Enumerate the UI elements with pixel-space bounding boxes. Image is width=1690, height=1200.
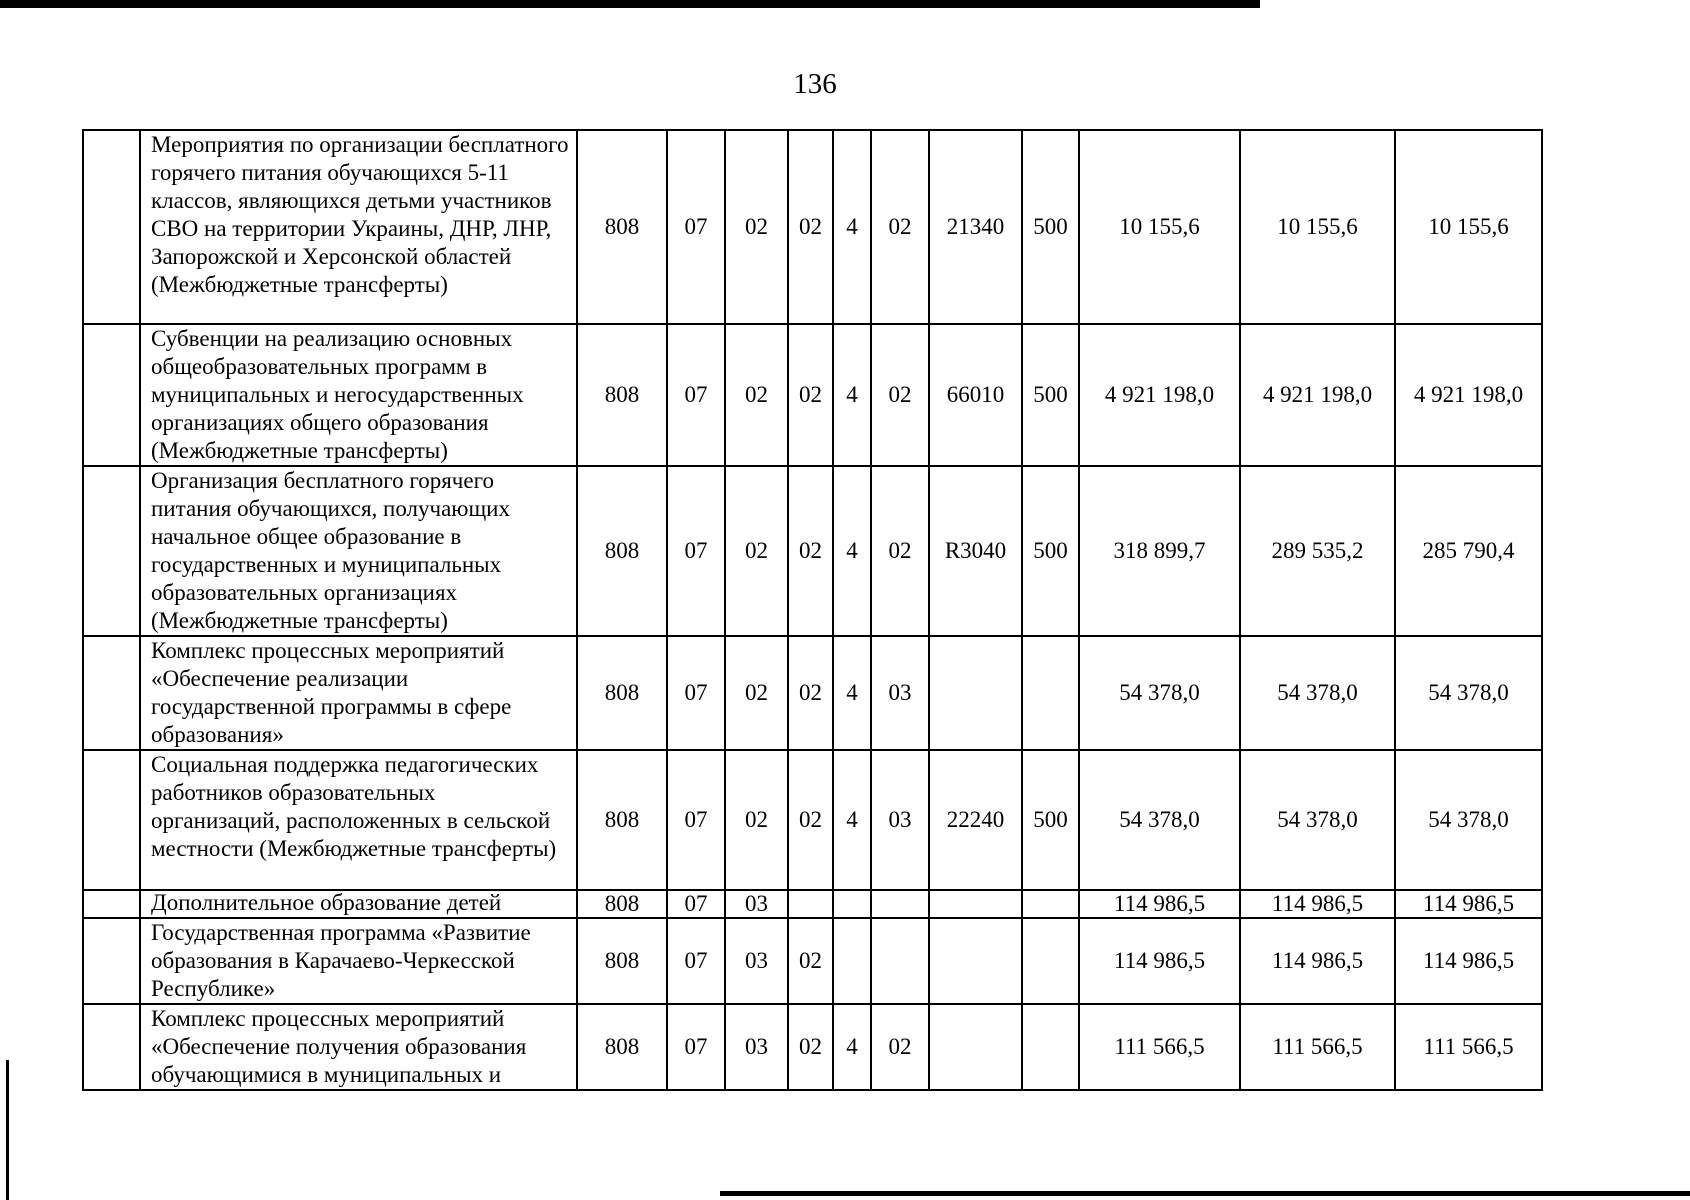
direction-code: R3040 bbox=[929, 466, 1022, 636]
amount-year-1: 114 986,5 bbox=[1079, 890, 1240, 918]
subprogram-code: 02 bbox=[871, 130, 929, 324]
type-code: 4 bbox=[833, 324, 871, 466]
row-number-cell bbox=[83, 918, 140, 1004]
expense-type-code: 500 bbox=[1022, 466, 1079, 636]
row-number-cell bbox=[83, 324, 140, 466]
direction-code bbox=[929, 636, 1022, 750]
grbs-code: 808 bbox=[577, 324, 667, 466]
item-name: Комплекс процессных мероприятий «Обеспечение получения образования обучающимися в муниципальных и bbox=[140, 1004, 577, 1090]
row-number-cell bbox=[83, 636, 140, 750]
type-code: 4 bbox=[833, 636, 871, 750]
subsection-code: 03 bbox=[725, 890, 788, 918]
program-code: 02 bbox=[788, 324, 833, 466]
section-code: 07 bbox=[667, 466, 725, 636]
amount-year-1: 114 986,5 bbox=[1079, 918, 1240, 1004]
type-code: 4 bbox=[833, 130, 871, 324]
subprogram-code: 03 bbox=[871, 750, 929, 890]
subsection-code: 02 bbox=[725, 750, 788, 890]
section-code: 07 bbox=[667, 130, 725, 324]
subsection-code: 03 bbox=[725, 918, 788, 1004]
program-code bbox=[788, 890, 833, 918]
amount-year-3: 111 566,5 bbox=[1395, 1004, 1542, 1090]
program-code: 02 bbox=[788, 1004, 833, 1090]
item-name: Дополнительное образование детей bbox=[140, 890, 577, 918]
subprogram-code bbox=[871, 918, 929, 1004]
section-code: 07 bbox=[667, 324, 725, 466]
item-name: Социальная поддержка педагогических работников образовательных организаций, расположенных в сельской местности (Межбюджетные трансферты) bbox=[140, 750, 577, 890]
direction-code: 22240 bbox=[929, 750, 1022, 890]
expense-type-code bbox=[1022, 1004, 1079, 1090]
scan-border-top bbox=[0, 0, 1260, 8]
type-code bbox=[833, 890, 871, 918]
table-row bbox=[83, 636, 1542, 750]
amount-year-2: 289 535,2 bbox=[1240, 466, 1395, 636]
grbs-code: 808 bbox=[577, 130, 667, 324]
subsection-code: 02 bbox=[725, 130, 788, 324]
amount-year-2: 114 986,5 bbox=[1240, 890, 1395, 918]
program-code: 02 bbox=[788, 750, 833, 890]
subprogram-code: 03 bbox=[871, 636, 929, 750]
item-name: Комплекс процессных мероприятий «Обеспечение реализации государственной программы в сфере образования» bbox=[140, 636, 577, 750]
amount-year-1: 4 921 198,0 bbox=[1079, 324, 1240, 466]
amount-year-1: 111 566,5 bbox=[1079, 1004, 1240, 1090]
scan-border-bottom bbox=[720, 1191, 1690, 1196]
amount-year-3: 285 790,4 bbox=[1395, 466, 1542, 636]
amount-year-3: 114 986,5 bbox=[1395, 918, 1542, 1004]
amount-year-2: 114 986,5 bbox=[1240, 918, 1395, 1004]
grbs-code: 808 bbox=[577, 466, 667, 636]
type-code: 4 bbox=[833, 750, 871, 890]
amount-year-1: 10 155,6 bbox=[1079, 130, 1240, 324]
table-row bbox=[83, 1004, 1542, 1090]
expense-type-code bbox=[1022, 636, 1079, 750]
table-row bbox=[83, 890, 1542, 918]
section-code: 07 bbox=[667, 750, 725, 890]
subsection-code: 02 bbox=[725, 636, 788, 750]
amount-year-3: 4 921 198,0 bbox=[1395, 324, 1542, 466]
budget-table bbox=[82, 129, 1543, 1091]
subprogram-code: 02 bbox=[871, 466, 929, 636]
expense-type-code bbox=[1022, 890, 1079, 918]
expense-type-code bbox=[1022, 918, 1079, 1004]
section-code: 07 bbox=[667, 890, 725, 918]
section-code: 07 bbox=[667, 1004, 725, 1090]
page-number: 136 bbox=[793, 68, 837, 100]
subprogram-code: 02 bbox=[871, 324, 929, 466]
item-name: Мероприятия по организации бесплатного горячего питания обучающихся 5-11 классов, являющихся детьми участников СВО на территории Украины, ДНР, ЛНР, Запорожской и Херсонской областей (Межбюджетные трансферты) bbox=[140, 130, 577, 324]
program-code: 02 bbox=[788, 466, 833, 636]
subprogram-code: 02 bbox=[871, 1004, 929, 1090]
row-number-cell bbox=[83, 750, 140, 890]
table-row bbox=[83, 750, 1542, 890]
subsection-code: 02 bbox=[725, 324, 788, 466]
amount-year-1: 54 378,0 bbox=[1079, 750, 1240, 890]
row-number-cell bbox=[83, 1004, 140, 1090]
subsection-code: 02 bbox=[725, 466, 788, 636]
grbs-code: 808 bbox=[577, 890, 667, 918]
item-name: Субвенции на реализацию основных общеобразовательных программ в муниципальных и негосударственных организациях общего образования (Межбюджетные трансферты) bbox=[140, 324, 577, 466]
row-number-cell bbox=[83, 466, 140, 636]
direction-code bbox=[929, 918, 1022, 1004]
table-row bbox=[83, 324, 1542, 466]
amount-year-3: 54 378,0 bbox=[1395, 636, 1542, 750]
row-number-cell bbox=[83, 130, 140, 324]
expense-type-code: 500 bbox=[1022, 324, 1079, 466]
table-row bbox=[83, 130, 1542, 324]
expense-type-code: 500 bbox=[1022, 130, 1079, 324]
program-code: 02 bbox=[788, 918, 833, 1004]
type-code: 4 bbox=[833, 466, 871, 636]
section-code: 07 bbox=[667, 636, 725, 750]
subsection-code: 03 bbox=[725, 1004, 788, 1090]
direction-code: 21340 bbox=[929, 130, 1022, 324]
amount-year-2: 4 921 198,0 bbox=[1240, 324, 1395, 466]
type-code: 4 bbox=[833, 1004, 871, 1090]
grbs-code: 808 bbox=[577, 918, 667, 1004]
table-row bbox=[83, 466, 1542, 636]
program-code: 02 bbox=[788, 636, 833, 750]
direction-code bbox=[929, 1004, 1022, 1090]
grbs-code: 808 bbox=[577, 1004, 667, 1090]
table-row bbox=[83, 918, 1542, 1004]
amount-year-2: 54 378,0 bbox=[1240, 750, 1395, 890]
type-code bbox=[833, 918, 871, 1004]
amount-year-3: 10 155,6 bbox=[1395, 130, 1542, 324]
amount-year-1: 318 899,7 bbox=[1079, 466, 1240, 636]
item-name: Государственная программа «Развитие образования в Карачаево-Черкесской Республике» bbox=[140, 918, 577, 1004]
amount-year-3: 114 986,5 bbox=[1395, 890, 1542, 918]
program-code: 02 bbox=[788, 130, 833, 324]
amount-year-2: 54 378,0 bbox=[1240, 636, 1395, 750]
scan-border-left bbox=[6, 1060, 9, 1200]
grbs-code: 808 bbox=[577, 750, 667, 890]
subprogram-code bbox=[871, 890, 929, 918]
direction-code: 66010 bbox=[929, 324, 1022, 466]
amount-year-2: 10 155,6 bbox=[1240, 130, 1395, 324]
amount-year-3: 54 378,0 bbox=[1395, 750, 1542, 890]
amount-year-2: 111 566,5 bbox=[1240, 1004, 1395, 1090]
amount-year-1: 54 378,0 bbox=[1079, 636, 1240, 750]
item-name: Организация бесплатного горячего питания обучающихся, получающих начальное общее образование в государственных и муниципальных образовательных организациях (Межбюджетные трансферты) bbox=[140, 466, 577, 636]
grbs-code: 808 bbox=[577, 636, 667, 750]
row-number-cell bbox=[83, 890, 140, 918]
expense-type-code: 500 bbox=[1022, 750, 1079, 890]
section-code: 07 bbox=[667, 918, 725, 1004]
direction-code bbox=[929, 890, 1022, 918]
